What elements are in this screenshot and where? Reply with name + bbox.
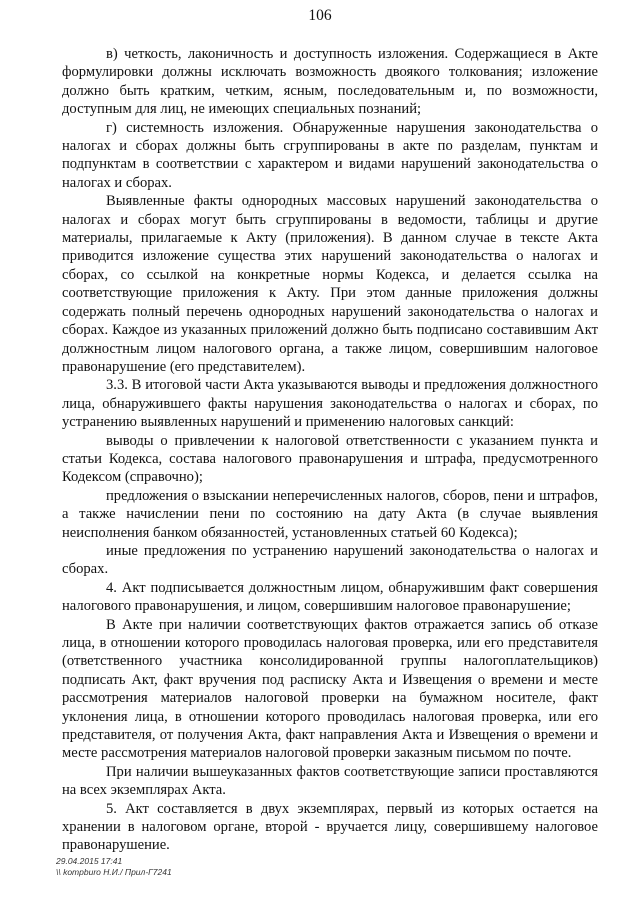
document-body: [62, 45, 598, 855]
paragraph-other-proposals: иные предложения по устранению нарушений законодательства о налогах и сборах.: [62, 542, 598, 578]
paragraph-section-3-3: 3.3. В итоговой части Акта указываются выводы и предложения должностного лица, обнаружившего факты нарушения законодательства о налогах и сборах, по устранению выявленных нарушений и применению налоговых санкций:: [62, 377, 598, 431]
paragraph-conclusions: выводы о привлечении к налоговой ответственности с указанием пункта и статьи Кодекса, состава налогового правонарушения и штрафа, предусмотренного Кодексом (справочно);: [62, 432, 598, 486]
footer-file-path: \\ kompburo Н.И./ Прил-Г7241: [56, 867, 172, 877]
paragraph-all-copies: При наличии вышеуказанных фактов соответствующие записи проставляются на всех экземплярах Акта.: [62, 763, 598, 799]
paragraph-item-g: г) системность изложения. Обнаруженные нарушения законодательства о налогах и сборах должны быть сгруппированы в акте по разделам, пунктам и подпунктам в соответствии с характером и видами нарушений законодательства о налогах и сборах.: [62, 119, 598, 191]
paragraph-section-4: 4. Акт подписывается должностным лицом, обнаружившим факт совершения налогового правонарушения, и лицом, совершившим налоговое правонарушение;: [62, 579, 598, 615]
paragraph-section-5: 5. Акт составляется в двух экземплярах, первый из которых остается на хранении в налоговом органе, второй - вручается лицу, совершившему налоговое правонарушение.: [62, 800, 598, 854]
paragraph-item-v: в) четкость, лаконичность и доступность изложения. Содержащиеся в Акте формулировки должны исключать возможность двоякого толкования; изложение должно быть кратким, четким, ясным, последовательным и, по возможности, доступным для лиц, не имеющих специальных познаний;: [62, 46, 598, 118]
footer-timestamp: 29.04.2015 17:41: [56, 856, 123, 866]
page-number: 106: [308, 7, 332, 24]
document-footer: [56, 856, 172, 878]
paragraph-refusal-record: В Акте при наличии соответствующих фактов отражается запись об отказе лица, в отношении которого проводилась налоговая проверка, или его представителя (ответственного участника консолидированной группы налогоплательщиков) подписать Акт, факт вручения под расписку Акта и Извещения о времени и месте рассмотрения материалов налоговой проверки на бумажном носителе, факт уклонения лица, в отношении которого проводилась налоговая проверка, или его представителя, от получения Акта, факт направления Акта и Извещения о времени и месте рассмотрения материалов налоговой проверки заказным письмом по почте.: [62, 616, 598, 762]
paragraph-proposals-recovery: предложения о взыскании неперечисленных налогов, сборов, пени и штрафов, а также начислении пени по состоянию на дату Акта (в случае выявления неисполнения банком обязанностей, установленных статьей 60 Кодекса);: [62, 487, 598, 541]
paragraph-grouped-violations: Выявленные факты однородных массовых нарушений законодательства о налогах и сборах могут быть сгруппированы в ведомости, таблицы и другие материалы, прилагаемые к Акту (приложения). В данном случае в тексте Акта приводится изложение существа этих нарушений законодательства о налогах и сборах, со ссылкой на конкретные нормы Кодекса, и делается ссылка на соответствующие приложения к Акту. При этом данные приложения должны содержать полный перечень однородных нарушений законодательства о налогах и сборах. Каждое из указанных приложений должно быть подписано составившим Акт должностным лицом налогового органа, а также лицом, совершившим налоговое правонарушение (его представителем).: [62, 193, 598, 375]
